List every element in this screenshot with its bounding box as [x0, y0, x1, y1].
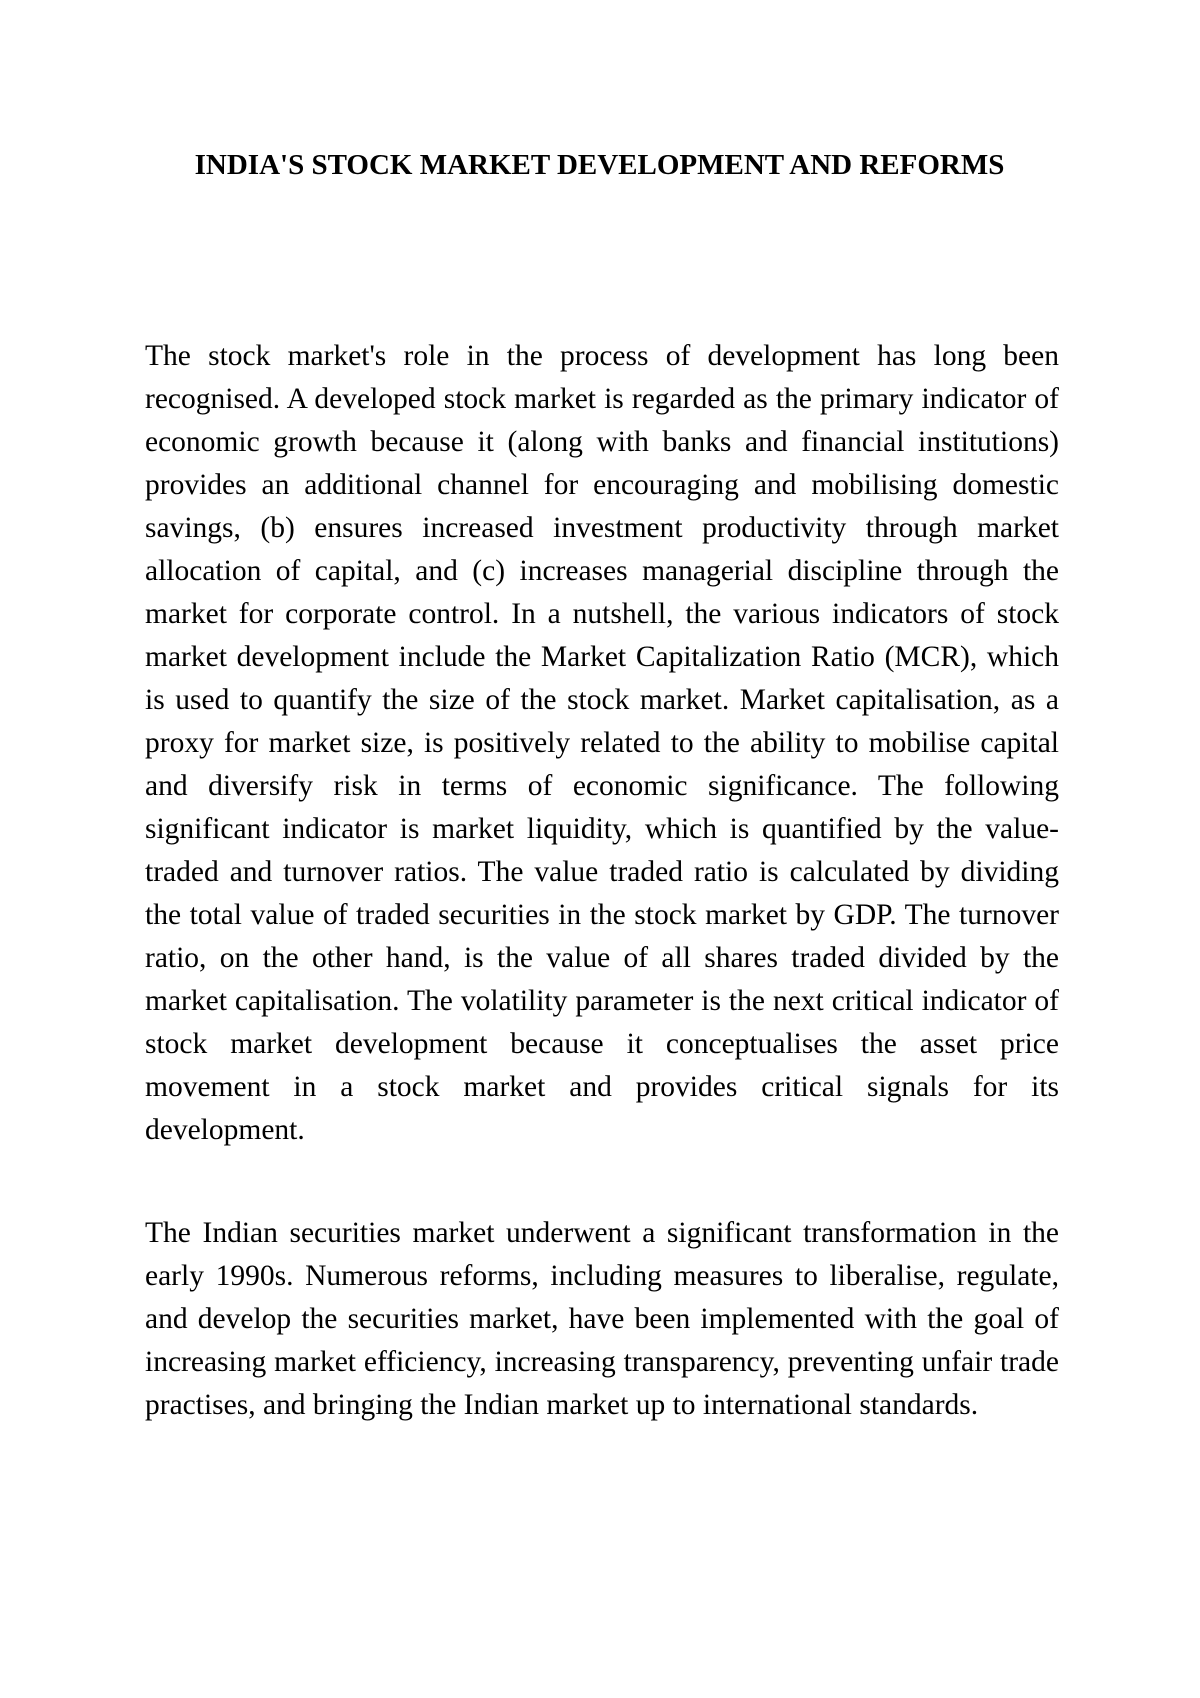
body-paragraph: The Indian securities market underwent a significant transformation in the early 1990s. Numerous reforms, including measures to liberalise, regulate, and develop the securities market, have been implemented with the goal of increasing market efficiency, increasing transparency, preventing unfair trade practises, and bringing the Indian market up to international standards.: [145, 1217, 1059, 1421]
body-paragraph: The stock market's role in the process of development has long been recognised. A developed stock market is regarded as the primary indicator of economic growth because it (along with banks and financial institutions) provides an additional channel for encouraging and mobilising domestic savings, (b) ensures increased investment productivity through market allocation of capital, and (c) increases managerial discipline through the market for corporate control. In a nutshell, the various indicators of stock market development include the Market Capitalization Ratio (MCR), which is used to quantify the size of the stock market. Market capitalisation, as a proxy for market size, is positively related to the ability to mobilise capital and diversify risk in terms of economic significance. The following significant indicator is market liquidity, which is quantified by the value-traded and turnover ratios. The value traded ratio is calculated by dividing the total value of traded securities in the stock market by GDP. The turnover ratio, on the other hand, is the value of all shares traded divided by the market capitalisation. The volatility parameter is the next critical indicator of stock market development because it conceptualises the asset price movement in a stock market and provides critical signals for its development.: [145, 340, 1059, 1146]
document-title: INDIA'S STOCK MARKET DEVELOPMENT AND REFORMS: [194, 149, 1005, 181]
